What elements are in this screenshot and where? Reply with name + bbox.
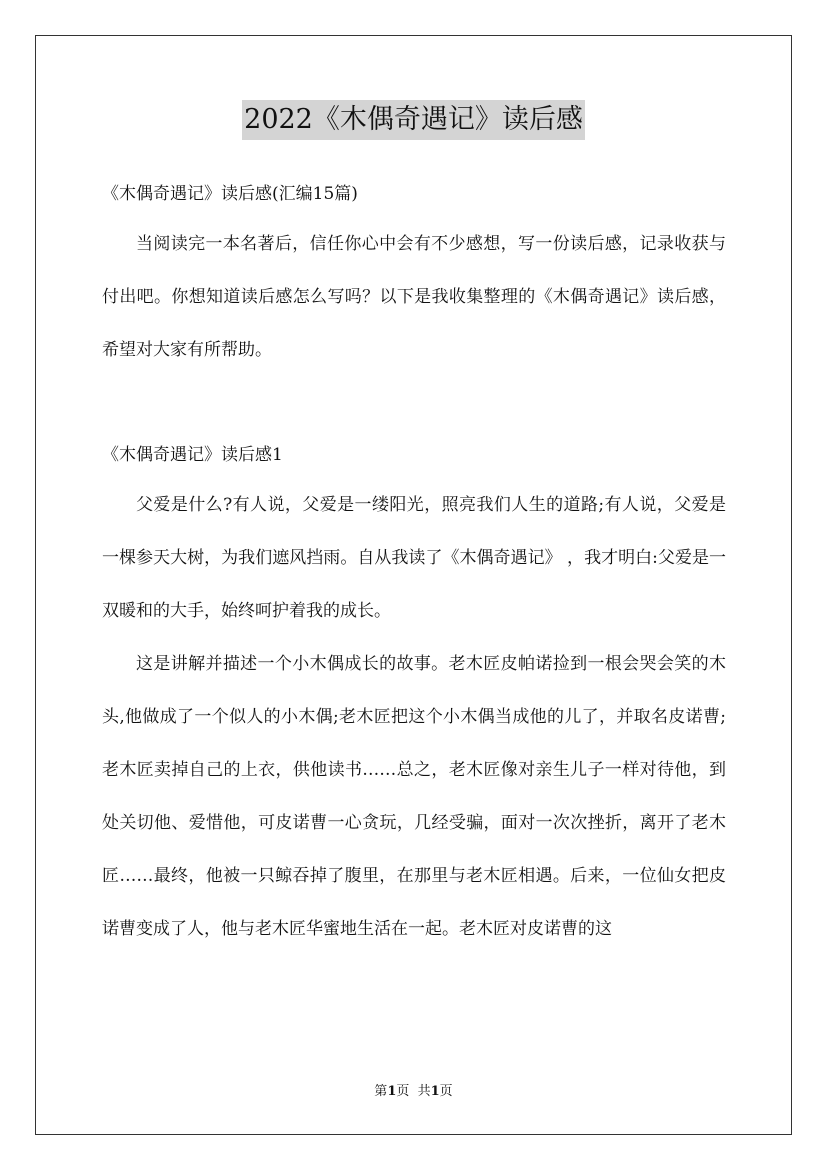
footer-page-number: 1 [387,1084,397,1099]
footer-middle: 页 共 [396,1084,431,1099]
title-container [0,100,827,140]
footer-prefix: 第 [374,1084,388,1099]
footer-total-pages: 1 [430,1084,440,1099]
document-subtitle: 《木偶奇遇记》读后感(汇编15篇) [102,184,358,204]
section-heading: 《木偶奇遇记》读后感1 [102,445,283,465]
document-body [102,170,726,956]
document-title: 2022《木偶奇遇记》读后感 [242,100,585,140]
page-footer [0,1082,827,1102]
footer-suffix: 页 [439,1084,453,1099]
body-paragraph-2: 这是讲解并描述一个小木偶成长的故事。老木匠皮帕诺捡到一根会哭会笑的木头,他做成了一个似人的小木偶;老木匠把这个小木偶当成他的儿了，并取名皮诺曹;老木匠卖掉自己的上衣，供他读书……总之，老木匠像对亲生儿子一样对待他，到处关切他、爱惜他，可皮诺曹一心贪玩，几经受骗，面对一次次挫折，离开了老木匠……最终，他被一只鲸吞掉了腹里，在那里与老木匠相遇。后来，一位仙女把皮诺曹变成了人，他与老木匠华蜜地生活在一起。老木匠对皮诺曹的这 [102,654,726,939]
body-paragraph-1: 父爱是什么?有人说，父爱是一缕阳光，照亮我们人生的道路;有人说，父爱是一棵参天大树，为我们遮风挡雨。自从我读了《木偶奇遇记》 ，我才明白:父爱是一双暖和的大手，始终呵护着我的成长。 [102,495,726,621]
section-spacer [102,377,726,431]
intro-paragraph: 当阅读完一本名著后，信任你心中会有不少感想，写一份读后感，记录收获与付出吧。你想知道读后感怎么写吗？以下是我收集整理的《木偶奇遇记》读后感，希望对大家有所帮助。 [102,234,726,360]
